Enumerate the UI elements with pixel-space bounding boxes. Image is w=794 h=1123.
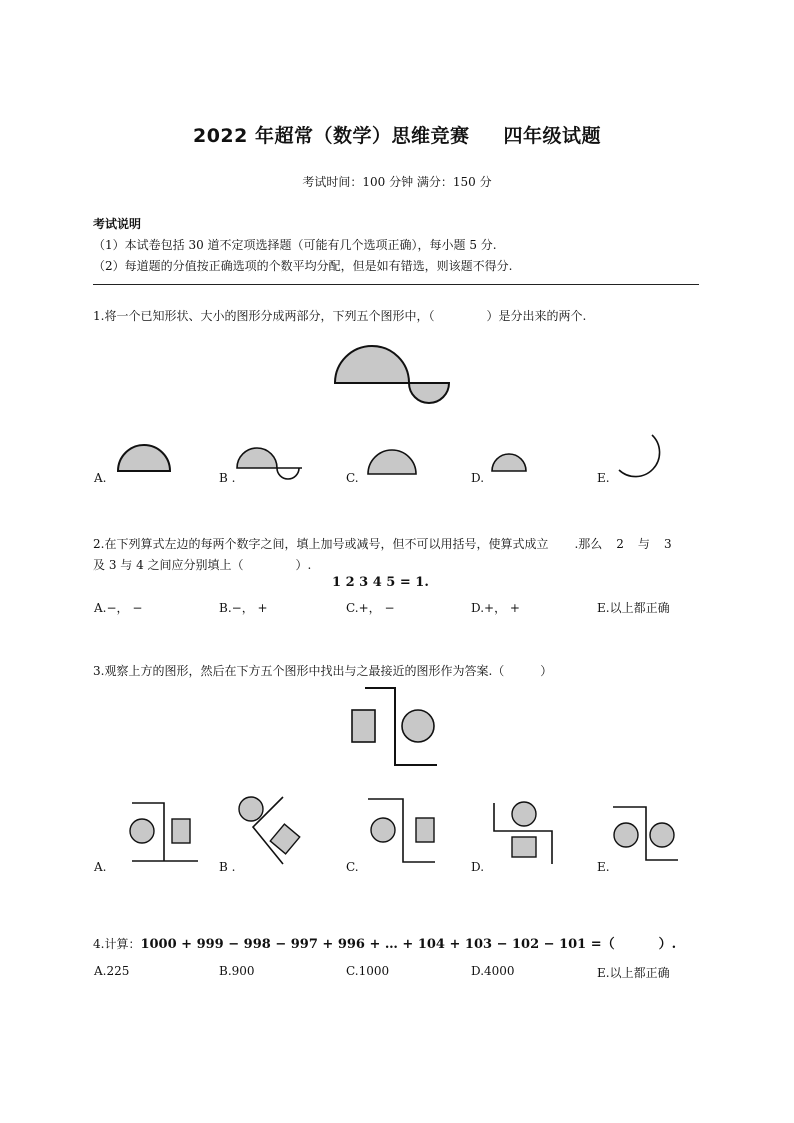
- q3-option-c-figure: [365, 796, 440, 866]
- q4-option-d[interactable]: D.4000: [471, 964, 515, 978]
- q2-stem-line2: 及 3 与 4 之间应分别填上（: [93, 558, 244, 572]
- q2-num-3: 3: [663, 537, 672, 551]
- page-title: [0, 121, 794, 148]
- grade-text: 四年级试题: [503, 125, 601, 147]
- q3-main-figure: [345, 685, 440, 769]
- q4-expression-end: ）.: [658, 937, 677, 952]
- q2-and: 与: [637, 537, 650, 551]
- q3-option-b[interactable]: B .: [219, 860, 236, 874]
- q1-option-d[interactable]: D.: [471, 471, 485, 485]
- divider: [93, 284, 699, 285]
- q2-option-b[interactable]: B.−， +: [219, 601, 268, 615]
- q1-option-b-figure: [234, 452, 306, 478]
- q1-stem-a: 1.将一个已知形状、大小的图形分成两部分，下列五个图形中，（: [93, 309, 435, 323]
- q4-prefix: 4.计算：: [93, 937, 141, 951]
- q4-expression: 1000 + 999 − 998 − 997 + 996 + … + 104 + 103 − 102 − 101 =（: [140, 937, 615, 952]
- q3-option-d[interactable]: D.: [471, 860, 485, 874]
- q1-option-a-figure: [115, 442, 175, 474]
- q1-option-e[interactable]: E.: [597, 471, 610, 485]
- q3-option-e-figure: [610, 805, 682, 867]
- q3-stem: 3.观察上方的图形，然后在下方五个图形中找出与之最接近的图形作为答案.（: [93, 664, 505, 678]
- q3-option-a[interactable]: A.: [94, 860, 107, 874]
- q1-main-figure: [330, 340, 455, 410]
- q2-option-e[interactable]: E.以上都正确: [597, 601, 670, 615]
- q1-option-c-figure: [365, 456, 419, 478]
- q1-option-a[interactable]: A.: [94, 471, 107, 485]
- q2-equation: 1 2 3 4 5 = 1.: [332, 575, 429, 590]
- q3-option-b-figure: [230, 792, 310, 868]
- q2-stem-a: 2.在下列算式左边的每两个数字之间，填上加号或减号，但不可以用括号，使算式成立: [93, 537, 549, 551]
- exam-info: 考试时间：100 分钟 满分：150 分: [302, 175, 492, 189]
- q1-option-b[interactable]: B .: [219, 471, 236, 485]
- instruction-item-1: （1）本试卷包括 30 道不定项选择题（可能有几个选项正确），每小题 5 分.: [93, 238, 497, 252]
- q3-stem-end: ）: [540, 664, 553, 678]
- q1-option-e-crescent: [614, 432, 662, 480]
- question-2-stem-line2: [93, 556, 311, 573]
- question-1-stem: [93, 307, 586, 324]
- q4-option-c[interactable]: C.1000: [346, 964, 390, 978]
- q2-option-c[interactable]: C.+， −: [346, 601, 395, 615]
- q2-num-2: 2: [616, 537, 624, 551]
- q2-option-d[interactable]: D.+， +: [471, 601, 520, 615]
- instruction-item-2: （2）每道题的分值按正确选项的个数平均分配，但是如有错选，则该题不得分.: [93, 259, 513, 273]
- instructions-heading: 考试说明: [93, 217, 142, 231]
- q2-stem-end: ）.: [295, 558, 312, 572]
- q4-option-b[interactable]: B.900: [219, 964, 255, 978]
- q1-stem-b: ）是分出来的两个.: [486, 309, 587, 323]
- q3-option-c[interactable]: C.: [346, 860, 359, 874]
- q2-option-a[interactable]: A.−， −: [94, 601, 143, 615]
- q4-option-a[interactable]: A.225: [94, 964, 130, 978]
- question-2-stem-line1: [93, 535, 672, 552]
- q1-option-c[interactable]: C.: [346, 471, 359, 485]
- question-4-stem: [93, 933, 676, 952]
- q4-option-e[interactable]: E.以上都正确: [597, 966, 670, 980]
- q3-option-e[interactable]: E.: [597, 860, 610, 874]
- q3-option-a-figure: [125, 798, 200, 864]
- title-text: 2022 年超常（数学）思维竞赛: [192, 125, 470, 147]
- q3-option-d-figure: [490, 798, 562, 866]
- question-3-stem: [93, 662, 552, 679]
- q1-option-d-figure: [489, 450, 529, 474]
- q2-stem-b: .那么: [574, 537, 603, 551]
